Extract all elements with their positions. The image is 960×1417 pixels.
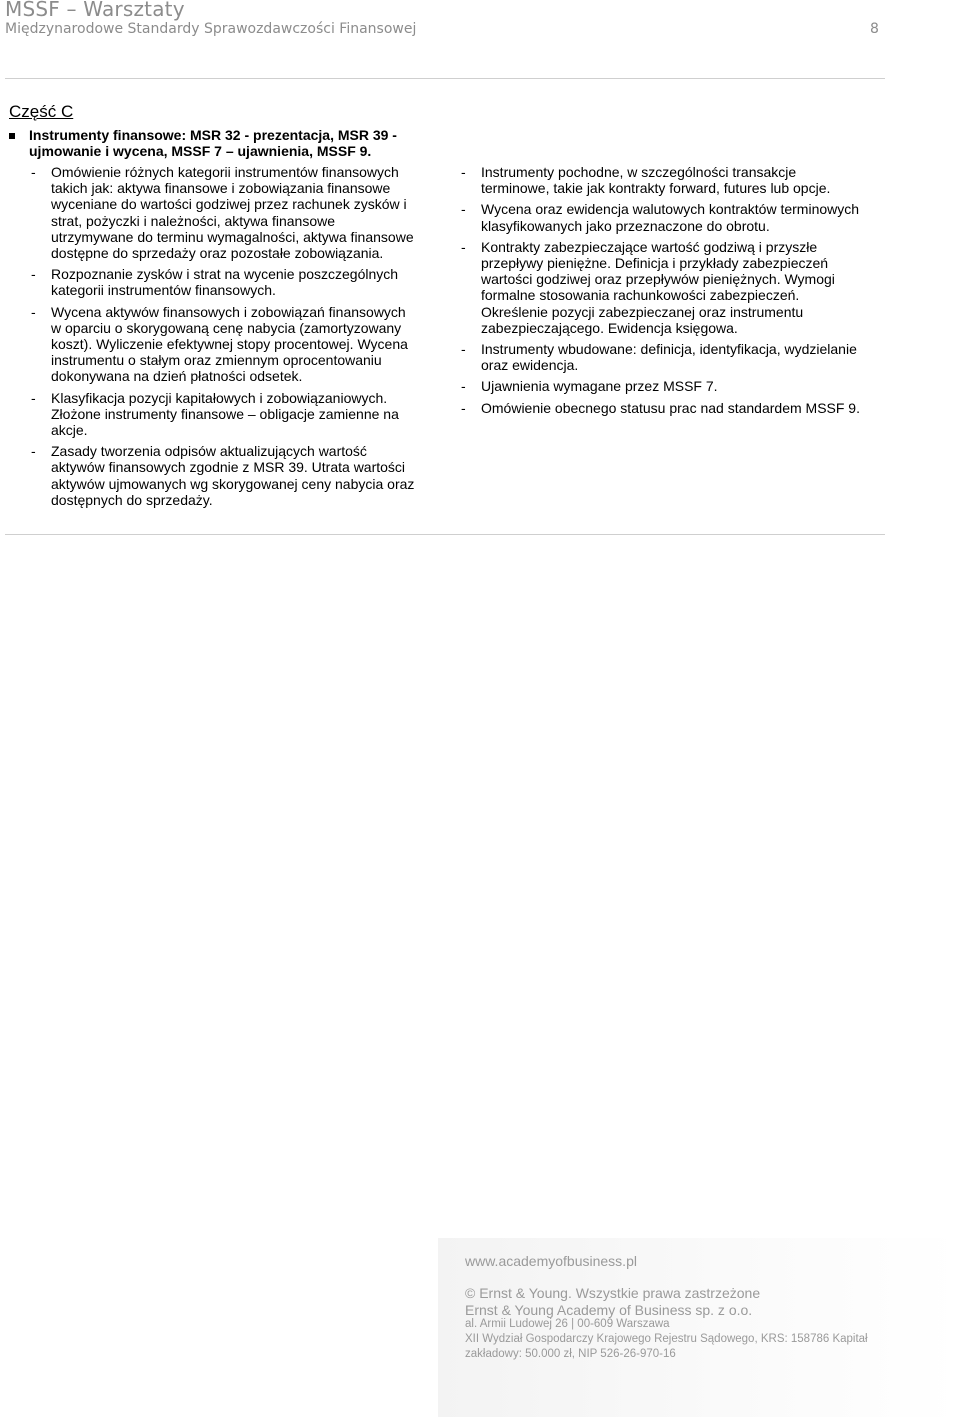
footer-registry-line2: zakładowy: 50.000 zł, NIP 526-26-970-16 [465, 1348, 676, 1360]
list-item [461, 239, 866, 336]
right-topic-list [461, 164, 866, 421]
list-item [31, 164, 419, 261]
dash-bullet: - [31, 443, 36, 460]
document-title: MSSF – Warsztaty [5, 0, 185, 21]
footer-website-link[interactable]: www.academyofbusiness.pl [465, 1253, 637, 1269]
list-item [461, 201, 866, 233]
list-item-text: Ujawnienia wymagane przez MSSF 7. [481, 378, 718, 395]
list-item [461, 400, 866, 416]
list-item [31, 304, 419, 385]
list-item-text: Wycena oraz ewidencja walutowych kontraktów terminowych klasyfikowanych jako przeznaczone do obrotu. [481, 201, 860, 234]
list-item-text: Klasyfikacja pozycji kapitałowych i zobowiązaniowych. Złożone instrumenty finansowe – obligacje zamienne na akcje. [51, 389, 399, 439]
header-divider [5, 78, 885, 79]
dash-bullet: - [461, 201, 466, 218]
dash-bullet: - [31, 164, 36, 180]
list-item-text: Wycena aktywów finansowych i zobowiązań finansowych w oparciu o skorygowaną cenę nabycia (zamortyzowany koszt). Wyliczenie efektywnej stopy procentowej. Wycena instrumentu o stałym oraz zmiennym oprocentowaniu dokonywana na dzień płatności odsetek. [51, 303, 408, 385]
dash-bullet: - [31, 266, 36, 283]
dash-bullet: - [31, 303, 36, 320]
main-topic: Instrumenty finansowe: MSR 32 - prezentacja, MSR 39 - ujmowanie i wycena, MSSF 7 – ujawnienia, MSSF 9. [29, 127, 397, 159]
list-item [31, 266, 419, 298]
dash-bullet: - [461, 238, 466, 255]
dash-bullet: - [31, 389, 36, 406]
list-item-text: Omówienie obecnego statusu prac nad standardem MSSF 9. [481, 399, 860, 416]
footer-copyright: © Ernst & Young. Wszystkie prawa zastrzeżone [465, 1285, 761, 1301]
list-item [31, 443, 419, 508]
content-divider [5, 534, 885, 535]
section-title: Część C [9, 102, 74, 121]
footer-address: al. Armii Ludowej 26 | 00-609 Warszawa [465, 1318, 670, 1330]
list-item-text: Zasady tworzenia odpisów aktualizujących wartość aktywów finansowych zgodnie z MSR 39. Utrata wartości aktywów ujmowanych wg skorygowanej ceny nabycia oraz dostępnych do sprzedaży. [51, 443, 415, 508]
dash-bullet: - [461, 341, 466, 358]
document-subtitle: Międzynarodowe Standardy Sprawozdawczości Finansowej [5, 21, 417, 37]
dash-bullet: - [461, 378, 466, 395]
list-item-text: Rozpoznanie zysków i strat na wycenie poszczególnych kategorii instrumentów finansowych. [51, 266, 399, 299]
page-number: 8 [870, 21, 879, 37]
footer-registry-line1: XII Wydział Gospodarczy Krajowego Rejestru Sądowego, KRS: 158786 Kapitał [465, 1333, 868, 1345]
list-item-text: Instrumenty pochodne, w szczególności transakcje terminowe, takie jak kontrakty forward, futures lub opcje. [481, 164, 831, 197]
list-item [461, 164, 866, 196]
list-item [461, 341, 866, 373]
left-topic-list [31, 164, 419, 513]
list-item [31, 390, 419, 439]
list-item-text: Instrumenty wbudowane: definicja, identyfikacja, wydzielanie oraz ewidencja. [481, 341, 857, 374]
dash-bullet: - [461, 164, 466, 180]
footer-company: Ernst & Young Academy of Business sp. z o.o. [465, 1302, 753, 1318]
list-item-text: Omówienie różnych kategorii instrumentów finansowych takich jak: aktywa finansowe i zobowiązania finansowe wyceniane do wartości godziwej przez rachunek zysków i strat, pożyczki i należności, aktywa finansowe utrzymywane do terminu wymagalności, aktywa finansowe dostępne do sprzedaży oraz pozostałe zobowiązania. [51, 164, 414, 262]
list-item [461, 378, 866, 394]
dash-bullet: - [461, 399, 466, 416]
square-bullet-icon [9, 133, 15, 139]
list-item-text: Kontrakty zabezpieczające wartość godziwą i przyszłe przepływy pieniężne. Definicja i przykłady zabezpieczeń wartości godziwej oraz przepływów pieniężnych. Wymogi formalne stosowania rachunkowości zabezpieczeń. Określenie pozycji zabezpieczanej oraz instrumentu zabezpieczającego. Ewidencja księgowa. [481, 238, 835, 336]
